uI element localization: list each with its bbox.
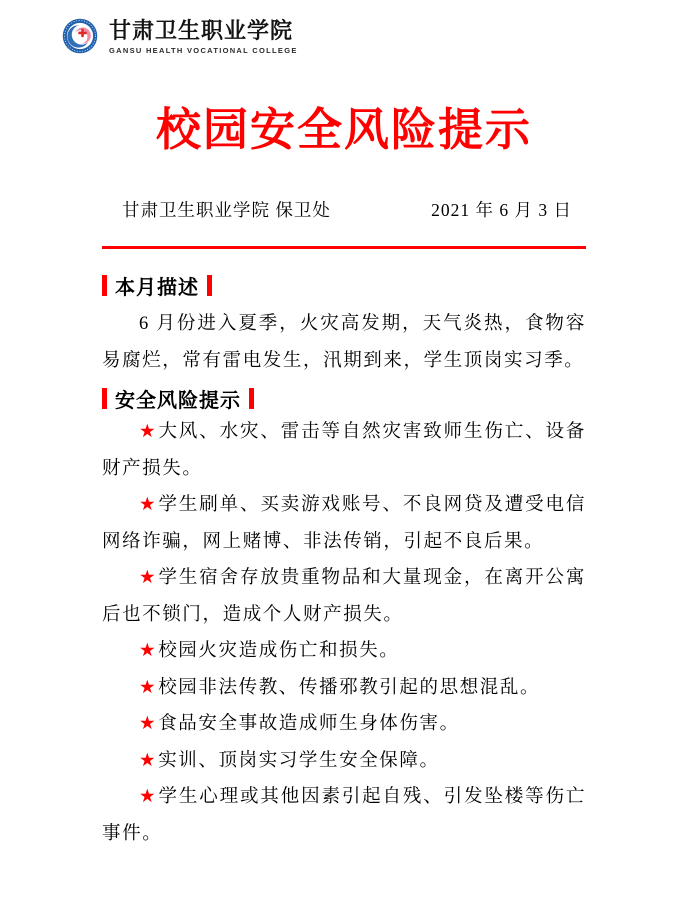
risk-list-item	[102, 633, 586, 670]
risk-item-text: 大风、水灾、雷击等自然灾害致师生伤亡、设备财产损失。	[102, 422, 587, 479]
risk-item-text: 校园非法传教、传播邪教引起的思想混乱。	[158, 677, 541, 698]
section-heading-monthly-description	[102, 272, 586, 298]
meta-row	[122, 197, 572, 222]
risk-list-item	[102, 560, 586, 633]
section-heading-label: 本月描述	[115, 276, 199, 299]
college-name-zh: 甘肃卫生职业学院	[109, 18, 294, 43]
college-name-block	[109, 18, 298, 55]
section-heading-safety-risk	[102, 385, 586, 411]
star-icon: ★	[139, 495, 158, 515]
risk-item-text: 食品安全事故造成师生身体伤害。	[158, 714, 460, 734]
risk-list-item	[102, 670, 586, 707]
star-icon: ★	[139, 787, 158, 807]
issuer-text: 甘肃卫生职业学院 保卫处	[122, 200, 331, 220]
red-divider	[102, 246, 586, 249]
risk-item-text: 学生刷单、买卖游戏账号、不良网贷及遭受电信网络诈骗，网上赌博、非法传销，引起不良后果。	[102, 495, 587, 552]
risk-list-item	[102, 487, 586, 560]
risk-list-item	[102, 414, 586, 487]
star-icon: ★	[139, 714, 158, 734]
risk-item-text: 学生心理或其他因素引起自残、引发坠楼等伤亡事件。	[102, 787, 587, 844]
document-title: 校园安全风险提示	[155, 105, 532, 155]
section-heading-label: 安全风险提示	[115, 389, 241, 412]
risk-list-item	[102, 743, 586, 780]
red-bar-icon	[207, 275, 212, 296]
college-emblem-icon	[62, 18, 98, 54]
risk-item-text: 校园火灾造成伤亡和损失。	[158, 641, 400, 661]
star-icon: ★	[139, 641, 158, 661]
document-body	[102, 272, 586, 852]
star-icon: ★	[139, 750, 158, 771]
risk-item-text: 实训、顶岗实习学生安全保障。	[158, 750, 440, 771]
red-bar-icon	[102, 388, 107, 409]
red-bar-icon	[102, 275, 107, 296]
college-logo	[62, 18, 298, 55]
star-icon: ★	[139, 422, 158, 442]
star-icon: ★	[139, 677, 158, 698]
monthly-description-paragraph: 6 月份进入夏季，火灾高发期，天气炎热，食物容易腐烂，常有雷电发生，汛期到来，学生顶岗实习季。	[102, 314, 586, 371]
risk-item-text: 学生宿舍存放贵重物品和大量现金，在离开公寓后也不锁门，造成个人财产损失。	[102, 568, 587, 625]
star-icon: ★	[139, 568, 158, 588]
issue-date: 2021 年 6 月 3 日	[431, 200, 572, 220]
risk-list	[102, 414, 586, 852]
risk-list-item	[102, 779, 586, 852]
red-bar-icon	[249, 388, 254, 409]
college-name-en: GANSU HEALTH VOCATIONAL COLLEGE	[109, 46, 298, 55]
risk-list-item	[102, 706, 586, 743]
